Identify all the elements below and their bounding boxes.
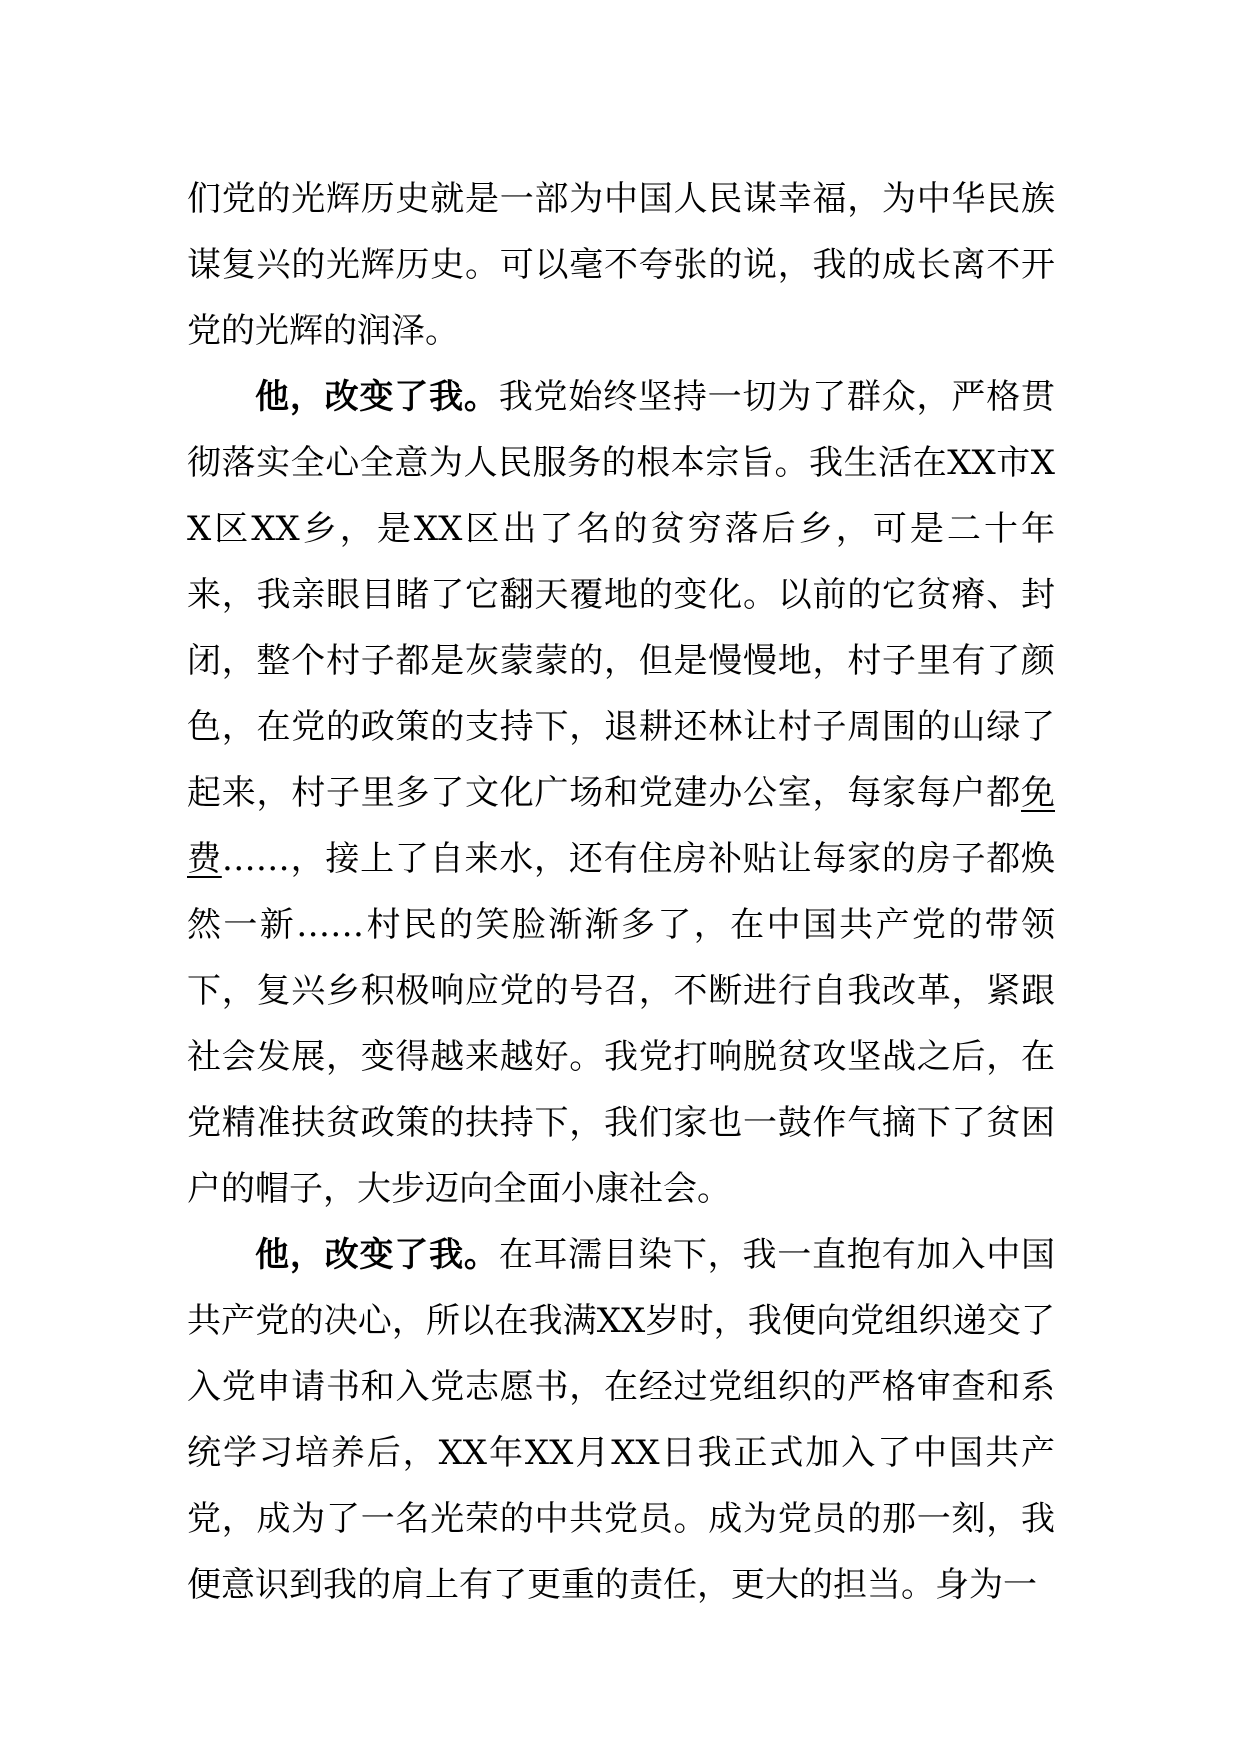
paragraph-continuation bbox=[187, 166, 1055, 364]
document-body bbox=[187, 166, 1055, 1618]
paragraph-text: 们党的光辉历史就是一部为中国人民谋幸福，为中华民族谋复兴的光辉历史。可以毫不夸张的说，我的成长离不开党的光辉的润泽。 bbox=[187, 179, 1055, 351]
underlined-text: 免费 bbox=[187, 773, 1055, 879]
paragraph-text: 我党始终坚持一切为了群众，严格贯彻落实全心全意为人民服务的根本宗旨。我生活在XX市XX区XX乡，是XX区出了名的贫穷落后乡，可是二十年来，我亲眼目睹了它翻天覆地的变化。以前的它贫瘠、封闭，整个村子都是灰蒙蒙的，但是慢慢地，村子里有了颜色，在党的政策的支持下，退耕还林让村子周围的山绿了起来，村子里多了文化广场和党建办公室，每家每户都 bbox=[187, 377, 1056, 813]
paragraph-village-change bbox=[187, 364, 1055, 1222]
paragraph-lead-heading: 他，改变了我。 bbox=[255, 377, 499, 417]
paragraph-lead-heading: 他，改变了我。 bbox=[255, 1235, 499, 1275]
paragraph-joining-party bbox=[187, 1222, 1055, 1618]
paragraph-text: 在耳濡目染下，我一直抱有加入中国共产党的决心，所以在我满XX岁时，我便向党组织递交了入党申请书和入党志愿书，在经过党组织的严格审查和系统学习培养后，XX年XX月XX日我正式加入了中国共产党，成为了一名光荣的中共党员。成为党员的那一刻，我便意识到我的肩上有了更重的责任，更大的担当。身为一 bbox=[187, 1235, 1056, 1605]
paragraph-text: ……，接上了自来水，还有住房补贴让每家的房子都焕然一新……村民的笑脸渐渐多了，在中国共产党的带领下，复兴乡积极响应党的号召，不断进行自我改革，紧跟社会发展，变得越来越好。我党打响脱贫攻坚战之后，在党精准扶贫政策的扶持下，我们家也一鼓作气摘下了贫困户的帽子，大步迈向全面小康社会。 bbox=[187, 839, 1056, 1209]
